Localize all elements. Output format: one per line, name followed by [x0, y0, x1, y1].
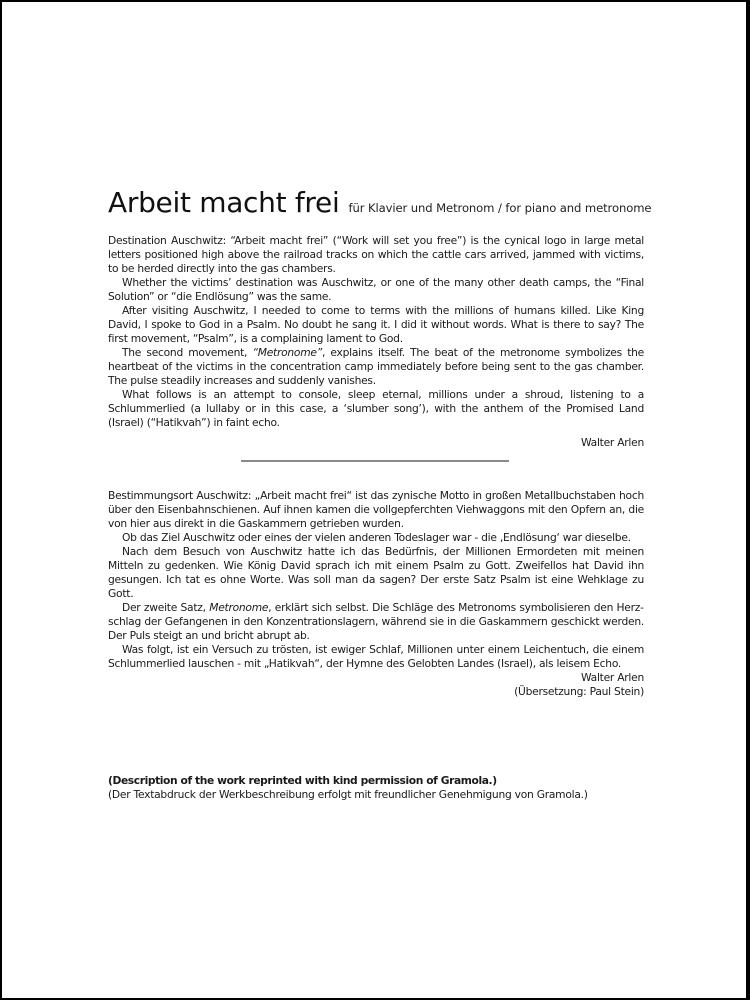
paragraph: Ob das Ziel Auschwitz oder eines der vielen anderen Todeslager war - die ‚Endlösung‘ war dieselbe. [122, 531, 631, 544]
paragraph: Destination Auschwitz: “Arbeit macht frei” (“Work will set you free”) is the cynical logo in large metal letters positioned high above the railroad tracks on which the cattle cars arrived, jammed with victims, to be herded directly into the gas chambers. [108, 234, 644, 275]
english-section [108, 186, 652, 450]
permission-credits [108, 774, 708, 802]
paragraph: What follows is an attempt to console, sleep eternal, millions under a shroud, listening to a Schlummerlied (a lullaby or in this case, a ‘slumber song’), with the anthem of the Promised Land (Israel) (“Hatikvah”) in faint echo. [108, 388, 644, 429]
title-row [108, 186, 652, 220]
paragraph [108, 346, 644, 388]
paragraph: Bestimmungsort Auschwitz: „Arbeit macht frei“ ist das zynische Motto in großen Metallbuchstaben hoch über den Eisenbahnschienen. Auf ihnen kamen die vollgepferchten Viehwaggons mit den Opfern an, die von hier aus direkt in die Gaskammern getrieben wurden. [108, 489, 644, 530]
work-subtitle: für Klavier und Metronom / for piano and metronome [348, 201, 652, 215]
credit-english: (Description of the work reprinted with kind permission of Gramola.) [108, 774, 497, 787]
movement-title: Metronome [209, 601, 269, 614]
german-signature: Walter Arlen [581, 671, 644, 684]
paragraph-text: The second movement, [122, 346, 253, 359]
german-section [108, 489, 644, 699]
paragraph: Was folgt, ist ein Versuch zu trösten, ist ewiger Schlaf, Millionen unter einem Leichentuch, die einem Schlummerlied lauschen - mit „Hatikvah“, der Hymne des Gelobten Landes (Israel), als leisem Echo. [108, 643, 644, 670]
paragraph-text: , explains itself. The beat of the metronome symbolizes the heartbeat of the victims in the concentration camp immediately before being sent to the gas chamber. The pulse steadily increases and suddenly vanishes. [108, 346, 644, 387]
paragraph: Whether the victims’ destination was Auschwitz, or one of the many other death camps, the “Final Solution” or “die Endlösung” was the same. [108, 276, 644, 303]
section-divider [241, 460, 509, 462]
english-description [108, 234, 644, 430]
paragraph: Nach dem Besuch von Auschwitz hatte ich das Bedürfnis, der Millionen Ermordeten mit meinen Mitteln zu gedenken. Wie König David sprach ich mit einem Psalm zu Gott. Zweifellos hat David ihn gesungen. Ich tat es ohne Worte. Was soll man da sagen? Der erste Satz Psalm ist eine Wehklage zu Gott. [108, 545, 644, 600]
paragraph: After visiting Auschwitz, I needed to come to terms with the millions of humans killed. Like King David, I spoke to God in a Psalm. No doubt he sang it. I did it without words. What is there to say? The first movement, “Psalm”, is a complaining lament to God. [108, 304, 644, 345]
credit-german: (Der Textabdruck der Werkbeschreibung erfolgt mit freundlicher Genehmigung von Gramola.) [108, 788, 588, 801]
paragraph-text: Der zweite Satz, [122, 601, 210, 614]
german-description [108, 489, 644, 671]
work-title: Arbeit macht frei [108, 186, 340, 219]
paragraph-text: , erklärt sich selbst. Die Schläge des Metronoms symbolisieren den Herzschlag der Gefangenen in den Konzentrationslagern, während sie in die Gaskammern geschickt werden. Der Puls steigt an und bricht abrupt ab. [108, 601, 645, 642]
translator-credit: (Übersetzung: Paul Stein) [514, 685, 644, 698]
english-signature: Walter Arlen [581, 436, 644, 449]
paragraph [108, 601, 644, 643]
movement-title: “Metronome” [252, 346, 322, 359]
